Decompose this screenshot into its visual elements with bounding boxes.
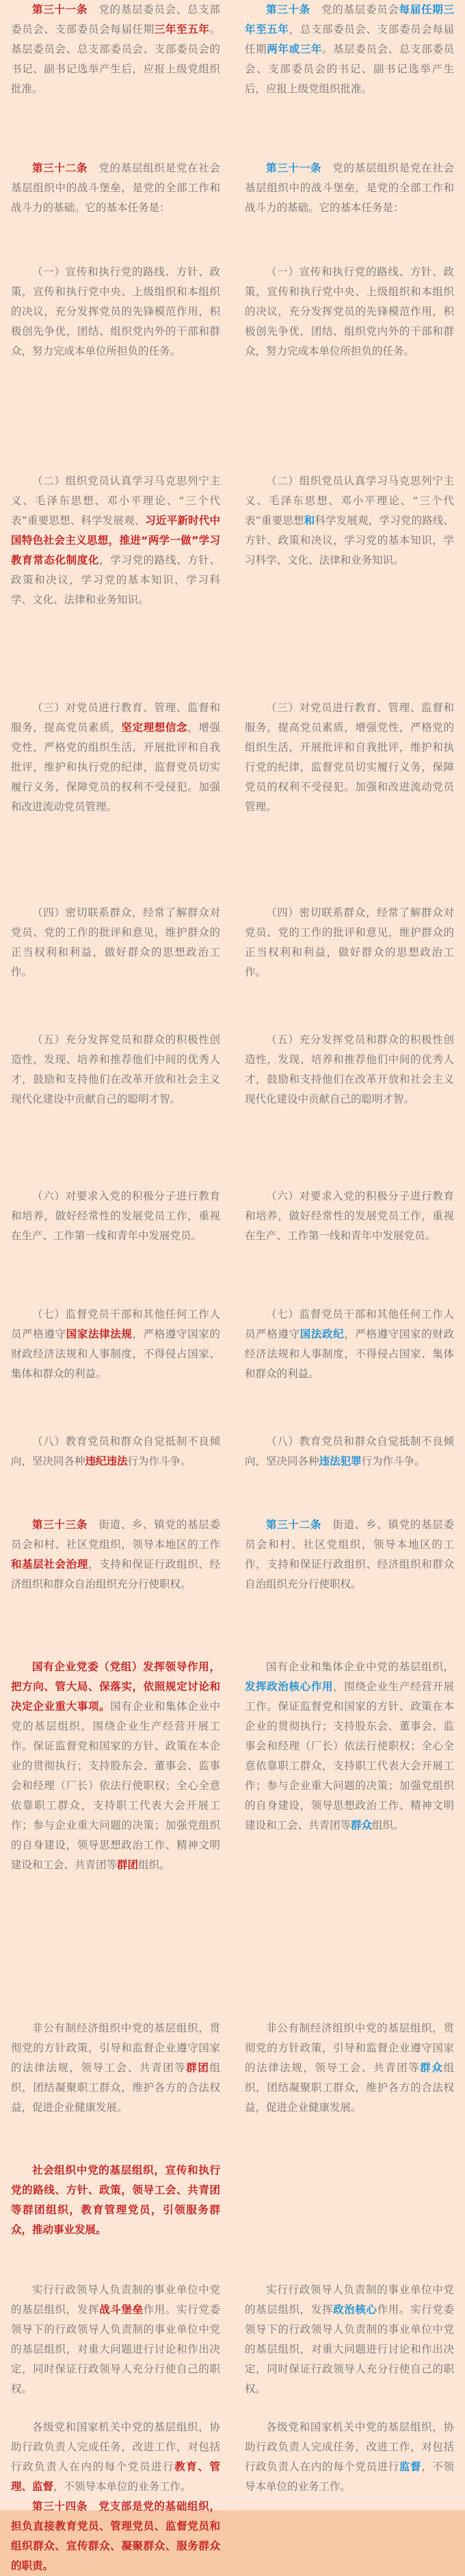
paragraph-text: （一）宣传和执行党的路线、方针、政策，宣传和执行党中央、上级组织和本组织的决议，充分发挥党员的先锋模范作用，积极创先争优，团结、组织党内外的干部和群众，努力完成本单位所担负的任务。 — [11, 266, 220, 357]
changed-text: 违纪违法 — [85, 1455, 128, 1467]
paragraph-text: （四）密切联系群众，经常了解群众对党员、党的工作的批评和意见，维护群众的正当权利和利益，做好群众的思想政治工作。 — [11, 906, 220, 978]
paragraph-text: （六）对要求入党的积极分子进行教育和培养，做好经常性的发展党员工作，重视在生产、工作第一线和青年中发展党员。 — [11, 1190, 220, 1242]
paragraph-text: （七）监督党员干部和其他任何工作人员严格遵守 — [245, 1308, 454, 1340]
paragraph-text: 街道、乡、镇党的基层委员会和村、社区党组织，领导本地区的工作，支持和保证行政组织、经济组织和群众自治组织充分行使职权。 — [245, 1519, 454, 1590]
changed-text: 每届任期三年至五年 — [245, 3, 454, 36]
right-item-8 — [245, 1432, 454, 1471]
right-item-2 — [245, 471, 454, 570]
left-item-4 — [11, 903, 220, 982]
article-number: 第三十二条 — [266, 1519, 322, 1531]
article-number: 第三十二条 — [32, 162, 88, 174]
changed-text: 教育、管理、监督 — [11, 2461, 220, 2493]
paragraph-text: 街道、乡、镇党的基层委员会和村、社区党组织，领导本地区的工作 — [11, 1519, 220, 1551]
left-article-34 — [11, 2497, 220, 2576]
left-item-3 — [11, 698, 220, 817]
left-social-org-paragraph — [11, 2161, 220, 2240]
paragraph-text: 党的基层委员会、总支部委员会、支部委员会每届任期 — [11, 3, 220, 36]
paragraph-text: ，严格遵守国家的财政经济法规和人事制度，不得侵占国家、集体和群众的利益。 — [11, 1328, 220, 1380]
changed-text: 发挥政治核心作用 — [245, 1680, 334, 1693]
article-number: 第三十三条 — [32, 1519, 88, 1531]
paragraph-text: ，不领导本单位的业务工作。 — [245, 2461, 454, 2493]
changed-text: 坚定理想信念 — [121, 721, 188, 734]
paragraph-text: ，总支部委员会、支部委员会每届任期 — [245, 23, 454, 55]
paragraph-text: 党的基层组织是党在社会基层组织中的战斗堡垒，是党的全部工作和战斗力的基础。它的基本任务是： — [11, 162, 220, 214]
paragraph-text: 行为作斗争。 — [361, 1455, 425, 1467]
left-item-6 — [11, 1187, 220, 1246]
right-article-31 — [245, 158, 454, 218]
right-column-original-text — [234, 0, 465, 2510]
left-institution-paragraph — [11, 2280, 220, 2399]
right-organ-paragraph — [245, 2418, 454, 2497]
paragraph-text: 。基层委员会、总支部委员会、支部委员会的书记、副书记选举产生后，应报上级党组织批准。 — [245, 43, 454, 95]
changed-text: 群团 — [117, 1859, 139, 1871]
right-item-4 — [245, 903, 454, 982]
paragraph-text: 实行行政领导人负责制的事业单位中党的基层组织，发挥 — [11, 2284, 220, 2316]
changed-text: 社会组织中党的基层组织，宣传和执行党的路线、方针、政策，领导工会、共青团等群团组织，教育管理党员，引领服务群众，推动事业发展。 — [11, 2164, 220, 2236]
paragraph-text: 非公有制经济组织中党的基层组织，贯彻党的方针政策，引导和监督企业遵守国家的法律法规，领导工会、共青团等 — [245, 2022, 454, 2074]
paragraph-text: 作用。实行党委领导下的行政领导人负责制的事业单位中党的基层组织，对重大问题进行讨论和作出决定，同时保证行政领导人充分行使自己的职权。 — [11, 2303, 220, 2395]
right-non-public-paragraph — [245, 2019, 454, 2118]
paragraph-text: ，不领导本单位的业务工作。 — [53, 2480, 191, 2493]
changed-text: 和基层社会治理 — [11, 1558, 88, 1570]
paragraph-text: （五）充分发挥党员和群众的积极性创造性，发现、培养和推荐他们中间的优秀人才，鼓励和支持他们在改革开放和社会主义现代化建设中贡献自己的聪明才智。 — [245, 1034, 454, 1105]
changed-text: 国法政纪 — [300, 1328, 345, 1340]
paragraph-text: 各级党和国家机关中党的基层组织，协助行政负责人完成任务，改进工作，对包括行政负责人在内的每个党员进行 — [11, 2421, 220, 2473]
right-item-1 — [245, 262, 454, 361]
changed-text: 群众 — [420, 2062, 444, 2074]
changed-text: 监督 — [399, 2461, 422, 2473]
changed-text: 三年至五年 — [154, 23, 210, 36]
right-item-6 — [245, 1187, 454, 1246]
right-item-7 — [245, 1305, 454, 1384]
paragraph-text: 国有企业和集体企业中党的基层组织，围绕企业生产经营开展工作。保证监督党和国家的方针、政策在本企业的贯彻执行；支持股东会、董事会、监事会和经理（厂长）依法行使职权；全心全意依靠职工群众，支持职工代表大会开展工作；参与企业重大问题的决策；加强党组织的自身建设，领导思想政治工作、精神文明建设和工会、共青团等 — [11, 1700, 220, 1871]
paragraph-text: 各级党和国家机关中党的基层组织，协助行政负责人完成任务，改进工作，对包括行政负责人在内的每个党员进行 — [245, 2421, 454, 2473]
left-item-5 — [11, 1030, 220, 1109]
paragraph-text: （八）教育党员和群众自觉抵制不良倾向，坚决同各种 — [245, 1435, 454, 1467]
changed-text: 战斗堡垒 — [99, 2303, 144, 2316]
changed-text: 两年或三年 — [267, 43, 322, 55]
left-item-1 — [11, 262, 220, 361]
right-item-3 — [245, 698, 454, 817]
changed-text: 国家法律法规 — [66, 1328, 133, 1340]
left-column-revised-text — [0, 0, 231, 2572]
paragraph-text: （五）充分发挥党员和群众的积极性创造性，发现、培养和推荐他们中间的优秀人才，鼓励和支持他们在改革开放和社会主义现代化建设中贡献自己的聪明才智。 — [11, 1034, 220, 1105]
right-institution-paragraph — [245, 2280, 454, 2399]
paragraph-text: ，严格遵守国家的财政经济法规和人事制度，不得侵占国家、集体和群众的利益。 — [245, 1328, 454, 1380]
paragraph-text: （三）对党员进行教育、管理、监督和服务，提高党员素质，增强党性，严格党的组织生活，开展批评和自我批评，维护和执行党的纪律，监督党员切实履行义务，保障党员的权利不受侵犯。加强和改进流动党员管理。 — [245, 702, 454, 813]
paragraph-text: 实行行政领导人负责制的事业单位中党的基层组织，发挥 — [245, 2284, 454, 2316]
paragraph-text: 国有企业和集体企业中党的基层组织， — [266, 1661, 454, 1673]
right-soe-paragraph — [245, 1657, 454, 1836]
left-item-8 — [11, 1432, 220, 1471]
paragraph-text: 组织，团结凝聚职工群众，维护各方的合法权益，促进企业健康发展。 — [245, 2062, 454, 2114]
paragraph-text: 。基层委员会、总支部委员会、支部委员会的书记、副书记选举产生后，应报上级党组织批准。 — [11, 23, 220, 95]
right-item-5 — [245, 1030, 454, 1109]
article-number: 第三十一条 — [266, 162, 322, 174]
paragraph-text: （一）宣传和执行党的路线、方针、政策，宣传和执行党中央、上级组织和本组织的决议，充分发挥党员的先锋模范作用，积极创先争优，团结、组织党内外的干部和群众，努力完成本单位所担负的任务。 — [245, 266, 454, 357]
changed-text: 违法犯罪 — [319, 1455, 362, 1467]
paragraph-text: 党的基层委员会 — [321, 3, 399, 16]
paragraph-text: （二）组织党员认真学习马克思列宁主义、毛泽东思想、邓小平理论、“三个代表”重要思想、科学发展观、 — [11, 475, 220, 527]
left-article-32 — [11, 158, 220, 218]
paragraph-text: 组织，团结凝聚职工群众，维护各方的合法权益，促进企业健康发展。 — [11, 2062, 220, 2114]
left-organ-paragraph — [11, 2418, 220, 2497]
paragraph-text: （七）监督党员干部和其他任何工作人员严格遵守 — [11, 1308, 220, 1340]
article-number: 第三十一条 — [32, 3, 88, 16]
paragraph-text: （四）密切联系群众，经常了解群众对党员、党的工作的批评和意见，维护群众的正当权利和利益，做好群众的思想政治工作。 — [245, 906, 454, 978]
paragraph-text: 作用。实行党委领导下的行政领导人负责制的事业单位中党的基层组织，对重大问题进行讨论和作出决定，同时保证行政领导人充分行使自己的职权。 — [245, 2303, 454, 2395]
left-article-31 — [11, 0, 220, 99]
paragraph-text: 非公有制经济组织中党的基层组织，贯彻党的方针政策，引导和监督企业遵守国家的法律法规，领导工会、共青团等 — [11, 2022, 220, 2074]
paragraph-text: ，围绕企业生产经营开展工作。保证监督党和国家的方针、政策在本企业的贯彻执行；支持股东会、董事会、监事会和经理（厂长）依法行使职权；全心全意依靠职工群众，支持职工代表大会开展工作；参与企业重大问题的决策；加强党组织的自身建设，领导思想政治工作、精神文明建设和工会、共青团等 — [245, 1680, 454, 1831]
left-non-public-paragraph — [11, 2019, 220, 2118]
paragraph-text: （三）对党员进行教育、管理、监督和服务，提高党员素质， — [11, 702, 220, 734]
changed-text: 国有企业党委（党组）发挥领导作用，把方向、管大局、保落实，依照规定讨论和决定企业重大事项。 — [11, 1661, 220, 1713]
paragraph-text: 组织。 — [372, 1819, 404, 1831]
paragraph-text: 组织。 — [138, 1859, 170, 1871]
paragraph-text: （二）组织党员认真学习马克思列宁主义、毛泽东思想、邓小平理论、“三个代表”重要思想 — [245, 475, 454, 527]
changed-text: 党支部是党的基础组织，担负直接教育党员、管理党员、监督党员和组织群众、宣传群众、凝聚群众、服务群众的职责。 — [11, 2500, 220, 2572]
changed-text: 和 — [304, 514, 315, 527]
article-number: 第三十条 — [266, 3, 310, 16]
paragraph-text: 行为作斗争。 — [127, 1455, 191, 1467]
paragraph-text: ，支持和保证行政组织、经济组织和群众自治组织充分行使职权。 — [11, 1558, 220, 1590]
right-article-30 — [245, 0, 454, 99]
right-article-32 — [245, 1515, 454, 1594]
left-soe-paragraph — [11, 1657, 220, 1875]
changed-text: 群团 — [186, 2062, 210, 2074]
paragraph-text: 科学发展观，学习党的路线、方针、政策和决议，学习党的基本知识，学习科学、文化、法律和业务知识。 — [245, 514, 454, 566]
left-article-33 — [11, 1515, 220, 1594]
changed-text: 政治核心 — [333, 2303, 377, 2316]
paragraph-text: 党的基层组织是党在社会基层组织中的战斗堡垒，是党的全部工作和战斗力的基础。它的基本任务是： — [245, 162, 454, 214]
paragraph-text: ，学习党的路线、方针、政策和决议，学习党的基本知识，学习科学、文化、法律和业务知识。 — [11, 554, 220, 606]
paragraph-text: ，增强党性，严格党的组织生活，开展批评和自我批评，维护和执行党的纪律，监督党员切实履行义务，保障党员的权利不受侵犯。加强和改进流动党员管理。 — [11, 721, 220, 813]
changed-text: 习近平新时代中国特色社会主义思想，推进“两学一做”学习教育常态化制度化 — [11, 514, 220, 566]
changed-text: 群众 — [351, 1819, 373, 1831]
left-item-7 — [11, 1305, 220, 1384]
article-number: 第三十四条 — [32, 2500, 88, 2512]
paragraph-text: （六）对要求入党的积极分子进行教育和培养，做好经常性的发展党员工作，重视在生产、工作第一线和青年中发展党员。 — [245, 1190, 454, 1242]
paragraph-text: （八）教育党员和群众自觉抵制不良倾向，坚决同各种 — [11, 1435, 220, 1467]
left-item-2 — [11, 471, 220, 610]
